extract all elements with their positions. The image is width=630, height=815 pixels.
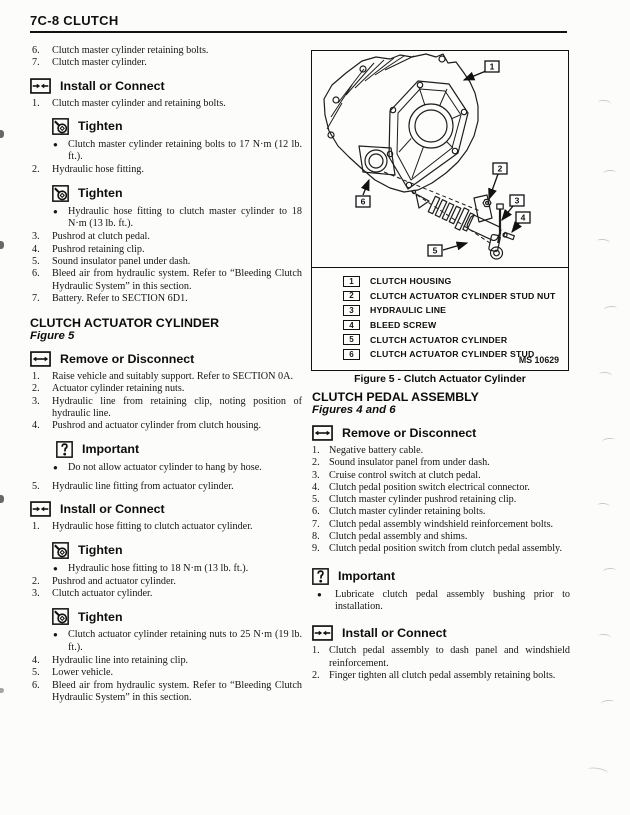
legend-label: CLUTCH ACTUATOR CYLINDER STUD NUT (370, 290, 556, 301)
remove-disconnect-icon (30, 351, 51, 367)
step-number: 7. (312, 518, 320, 530)
step-text: Hydraulic line into retaining clip. (52, 655, 189, 667)
list-item (30, 420, 302, 432)
scan-margin-mark (601, 699, 615, 707)
scan-margin-mark (588, 766, 609, 775)
step-text: Clutch pedal assembly and shims. (329, 531, 468, 543)
step-number: 6. (32, 268, 40, 280)
bullet-item (30, 563, 302, 575)
step-number: 8. (312, 531, 320, 543)
list-item (312, 470, 570, 482)
section-heading: CLUTCH ACTUATOR CYLINDER (30, 316, 220, 331)
step-number: 2. (32, 164, 40, 176)
step-number: 1. (32, 521, 40, 533)
legend-key-box: 3 (343, 305, 360, 316)
install-connect-icon (30, 501, 51, 517)
list-item (30, 268, 302, 293)
scan-margin-mark (599, 371, 612, 378)
bullet-dot: ● (53, 206, 58, 216)
section-subheading: Figure 5 (30, 330, 75, 343)
tighten-heading (52, 118, 302, 135)
step-text: Finger tighten all clutch pedal assembly retaining bolts. (329, 669, 556, 681)
step-text: Pushrod and actuator cylinder. (52, 575, 176, 587)
list-item (30, 256, 302, 268)
step-number: 1. (312, 445, 320, 456)
figure-reference-number: MS 10629 (518, 355, 559, 365)
list-item (30, 383, 302, 395)
important-icon (312, 568, 329, 585)
install-connect-icon (312, 625, 333, 641)
step-text: Sound insulator panel from under dash. (329, 457, 490, 469)
step-number: 1. (32, 371, 40, 383)
step-number: 1. (32, 97, 40, 109)
scan-edge-mark (0, 495, 4, 503)
icon-row-label: Remove or Disconnect (60, 352, 195, 367)
step-number: 2. (312, 457, 320, 469)
figure-callout-6: 6 (360, 196, 366, 207)
bullet-item (30, 629, 302, 654)
bullet-dot: ● (317, 589, 322, 599)
remove-disconnect-icon (312, 425, 333, 441)
important-icon (56, 441, 73, 458)
scan-margin-mark (598, 99, 612, 106)
step-number: 3. (312, 469, 320, 481)
step-number: 4. (32, 655, 40, 667)
page-title: 7C-8 CLUTCH (30, 13, 119, 28)
bullet-text: Hydraulic hose fitting to 18 N·m (13 lb. ft.). (68, 562, 249, 574)
step-number: 6. (312, 506, 320, 518)
step-text: Raise vehicle and suitably support. Refer to SECTION 0A. (52, 371, 294, 383)
list-item (312, 519, 570, 531)
step-number: 5. (312, 494, 320, 506)
bullet-dot: ● (53, 139, 58, 149)
section-subheading: Figures 4 and 6 (312, 404, 396, 416)
tighten-heading (52, 608, 302, 625)
step-text: Clutch master cylinder retaining bolts. (52, 45, 209, 56)
step-text: Bleed air from hydraulic system. Refer to “Bleeding Clutch Hydraulic System” in this section. (52, 679, 302, 703)
bullet-text: Clutch master cylinder retaining bolts to 17 N·m (12 lb. ft.). (68, 138, 302, 163)
install-connect-icon (30, 78, 51, 94)
figure-caption: Figure 5 - Clutch Actuator Cylinder (354, 374, 526, 385)
step-text: Clutch master cylinder and retaining bolts. (52, 97, 226, 109)
step-number: 4. (32, 243, 40, 255)
icon-row-label: Tighten (78, 186, 123, 201)
list-item (312, 645, 570, 670)
legend-label: BLEED SCREW (370, 320, 437, 331)
bullet-dot: ● (53, 462, 58, 472)
bullet-text: Clutch actuator cylinder retaining nuts to 25 N·m (19 lb. ft.). (68, 629, 302, 653)
list-item (312, 543, 570, 555)
figure-5-box (311, 50, 569, 371)
step-text: Clutch pedal position switch from clutch pedal assembly. (329, 543, 563, 555)
step-text: Actuator cylinder retaining nuts. (52, 383, 185, 395)
list-item (30, 164, 302, 176)
step-text: Hydraulic line fitting from actuator cylinder. (52, 480, 234, 492)
step-text: Sound insulator panel under dash. (52, 255, 191, 267)
bullet-text: Do not allow actuator cylinder to hang by hose. (68, 461, 262, 473)
legend-key-box: 6 (343, 349, 360, 360)
icon-row-label: Remove or Disconnect (342, 426, 477, 440)
step-number: 6. (32, 45, 40, 56)
step-text: Pushrod retaining clip. (52, 243, 145, 255)
legend-row (343, 303, 568, 318)
scan-margin-mark (598, 633, 612, 641)
bullet-item (30, 462, 302, 474)
list-item (30, 481, 302, 493)
list-item (312, 506, 570, 518)
list-item (312, 670, 570, 682)
tighten-icon (52, 542, 69, 559)
legend-row (343, 318, 568, 333)
list-item (30, 576, 302, 588)
step-text: Clutch pedal assembly windshield reinforcement bolts. (329, 518, 554, 530)
tighten-icon (52, 608, 69, 625)
scan-edge-mark (0, 241, 4, 249)
tighten-icon (52, 185, 69, 202)
remove-disconnect-heading (30, 351, 302, 367)
figure-callout-2: 2 (497, 163, 503, 174)
legend-label: HYDRAULIC LINE (370, 305, 447, 316)
icon-row-label: Install or Connect (60, 78, 165, 93)
step-number: 9. (312, 543, 320, 555)
figure-callout-1: 1 (489, 61, 495, 72)
step-text: Clutch master cylinder. (52, 57, 147, 69)
list-item (312, 445, 570, 457)
header-rule (30, 31, 567, 33)
list-item (30, 231, 302, 243)
legend-row (343, 289, 568, 304)
legend-row (343, 332, 568, 347)
icon-row-label: Important (82, 442, 140, 457)
step-number: 1. (312, 645, 320, 657)
scan-margin-mark (602, 437, 616, 445)
figure-callout-3: 3 (514, 195, 520, 206)
clutch-actuator-illustration (312, 51, 566, 267)
legend-key-box: 5 (343, 334, 360, 345)
step-number: 3. (32, 588, 40, 600)
figure-5-drawing (312, 51, 568, 267)
step-number: 7. (32, 57, 40, 69)
step-number: 6. (32, 679, 40, 691)
important-heading (312, 568, 570, 585)
step-text: Clutch pedal position switch electrical connector. (329, 481, 530, 493)
step-number: 5. (32, 667, 40, 679)
legend-label: CLUTCH ACTUATOR CYLINDER (370, 334, 508, 345)
icon-row-label: Tighten (78, 609, 123, 624)
step-text: Battery. Refer to SECTION 6D1. (52, 292, 188, 304)
figure-callout-4: 4 (520, 212, 526, 223)
step-text: Hydraulic hose fitting. (52, 164, 144, 176)
bullet-item (30, 206, 302, 231)
step-number: 2. (32, 575, 40, 587)
figure-callout-5: 5 (432, 245, 438, 256)
step-number: 2. (312, 669, 320, 681)
list-item (312, 494, 570, 506)
section-heading: CLUTCH PEDAL ASSEMBLY (312, 390, 479, 404)
list-item (30, 655, 302, 667)
legend-label: CLUTCH ACTUATOR CYLINDER STUD (370, 349, 535, 360)
step-text: Hydraulic hose fitting to clutch actuator cylinder. (52, 521, 253, 533)
left-column (30, 45, 302, 704)
install-connect-heading (312, 625, 570, 641)
legend-row (343, 274, 568, 289)
scan-margin-mark (597, 503, 610, 510)
icon-row-label: Install or Connect (60, 502, 165, 517)
bullet-dot: ● (53, 563, 58, 573)
icon-row-label: Tighten (78, 119, 123, 134)
step-text: Negative battery cable. (329, 445, 424, 456)
step-number: 4. (32, 420, 40, 432)
scan-edge-mark (0, 130, 4, 138)
right-column (312, 391, 570, 682)
legend-key-box: 4 (343, 320, 360, 331)
important-heading (56, 441, 302, 458)
step-text: Hydraulic line from retaining clip, noting position of hydraulic line. (52, 395, 302, 420)
scan-margin-mark (603, 170, 616, 177)
figure-legend (312, 267, 568, 368)
step-number: 2. (32, 383, 40, 395)
list-item (312, 482, 570, 494)
bullet-text: Lubricate clutch pedal assembly bushing prior to installation. (335, 588, 570, 612)
step-text: Cruise control switch at clutch pedal. (329, 469, 481, 481)
list-item (30, 396, 302, 421)
step-text: Pushrod at clutch pedal. (52, 231, 150, 243)
step-number: 3. (32, 395, 40, 407)
legend-key-box: 2 (343, 291, 360, 302)
legend-key-box: 1 (343, 276, 360, 287)
scan-edge-mark (0, 688, 4, 693)
legend-label: CLUTCH HOUSING (370, 276, 452, 287)
install-connect-heading (30, 501, 302, 517)
tighten-icon (52, 118, 69, 135)
step-text: Bleed air from hydraulic system. Refer to “Bleeding Clutch Hydraulic System” in this section. (52, 268, 302, 292)
step-text: Clutch master cylinder retaining bolts. (329, 506, 486, 518)
step-text: Pushrod and actuator cylinder from clutch housing. (52, 420, 262, 432)
step-text: Clutch pedal assembly to dash panel and windshield reinforcement. (329, 645, 570, 669)
step-number: 5. (32, 480, 40, 492)
list-item (30, 521, 302, 533)
icon-row-label: Tighten (78, 543, 123, 558)
bullet-item (312, 589, 570, 614)
list-item (30, 371, 302, 383)
icon-row-label: Install or Connect (342, 626, 447, 641)
list-item (30, 667, 302, 679)
tighten-heading (52, 542, 302, 559)
list-item (30, 293, 302, 305)
icon-row-label: Important (338, 569, 396, 584)
step-number: 5. (32, 255, 40, 267)
bullet-item (30, 139, 302, 164)
step-text: Clutch actuator cylinder. (52, 588, 153, 600)
list-item (312, 531, 570, 543)
step-number: 7. (32, 292, 40, 304)
list-item (30, 98, 302, 110)
step-text: Clutch master cylinder pushrod retaining clip. (329, 494, 517, 506)
bullet-dot: ● (53, 630, 58, 640)
bullet-text: Hydraulic hose fitting to clutch master cylinder to 18 N·m (13 lb. ft.). (68, 205, 302, 230)
install-connect-heading (30, 78, 302, 94)
scan-margin-mark (603, 567, 616, 574)
list-item (30, 588, 302, 600)
step-number: 4. (312, 481, 320, 493)
remove-disconnect-heading (312, 425, 570, 441)
list-item (30, 680, 302, 705)
step-text: Lower vehicle. (52, 667, 114, 679)
list-item (30, 244, 302, 256)
step-number: 3. (32, 231, 40, 243)
list-item (312, 457, 570, 469)
scan-margin-mark (597, 238, 611, 246)
list-item (30, 45, 302, 57)
list-item (30, 57, 302, 69)
scan-margin-mark (604, 305, 618, 312)
tighten-heading (52, 185, 302, 202)
